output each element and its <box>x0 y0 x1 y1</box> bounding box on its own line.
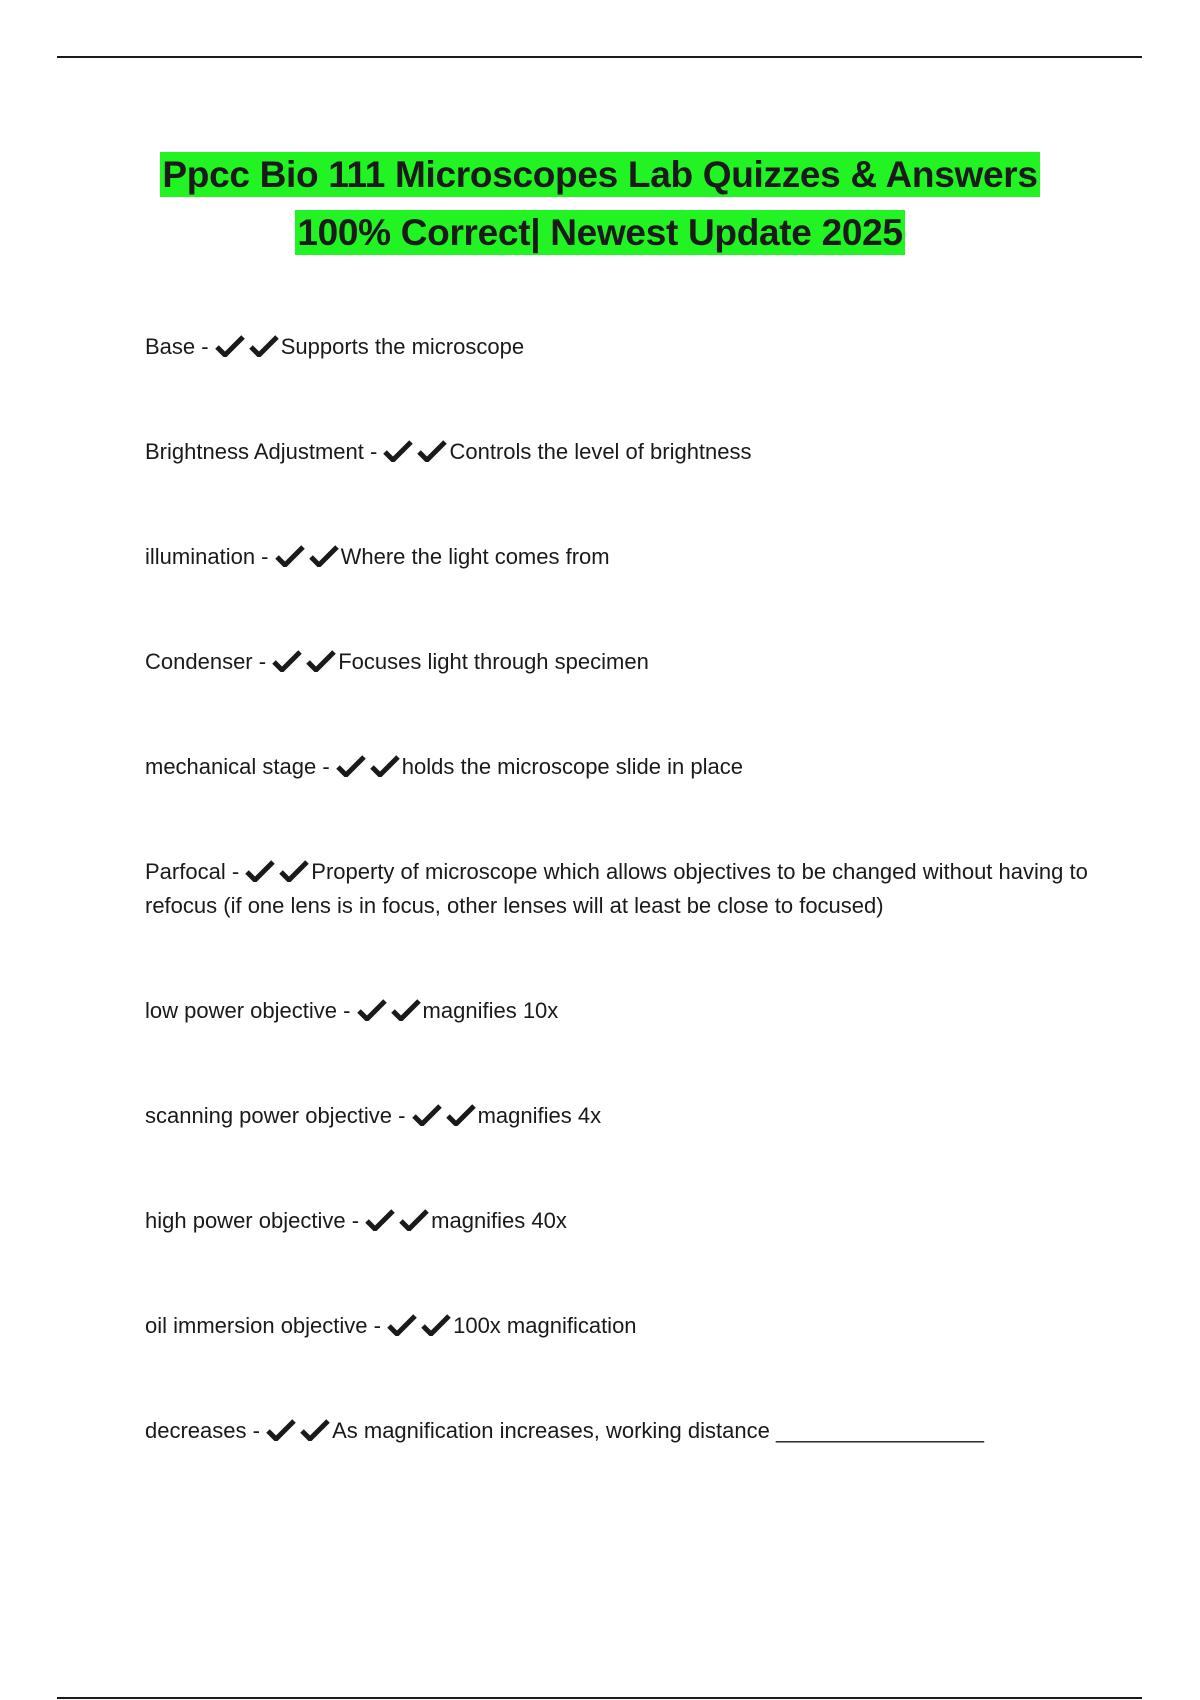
definition: Supports the microscope <box>280 334 525 359</box>
title-line-1: Ppcc Bio 111 Microscopes Lab Quizzes & Answers <box>162 154 1038 195</box>
separator: - <box>195 334 215 359</box>
definition: Focuses light through specimen <box>338 649 649 674</box>
definition: holds the microscope slide in place <box>401 754 743 779</box>
checkmark-icon <box>245 860 275 882</box>
term: low power objective <box>145 998 337 1023</box>
separator: - <box>225 859 246 884</box>
separator: - <box>255 544 275 569</box>
separator: - <box>392 1103 412 1128</box>
separator: - <box>246 1418 267 1443</box>
term: high power objective <box>145 1208 346 1233</box>
checkmark-icon <box>272 650 302 672</box>
definition: magnifies 40x <box>431 1208 567 1233</box>
checkmark-icon <box>387 1314 417 1336</box>
separator: - <box>363 439 384 464</box>
list-item <box>145 1204 1095 1238</box>
list-item <box>145 330 1095 364</box>
checkmark-icon <box>300 1419 330 1441</box>
definition: Controls the level of brightness <box>449 439 752 464</box>
definition: Where the light comes from <box>340 544 610 569</box>
checkmark-icon <box>249 335 279 357</box>
list-item <box>145 750 1095 784</box>
checkmark-icon <box>412 1104 442 1126</box>
checkmark-icon <box>383 440 413 462</box>
checkmark-icon <box>417 440 447 462</box>
separator: - <box>345 1208 366 1233</box>
checkmark-icon <box>365 1209 395 1231</box>
list-item <box>145 994 1095 1028</box>
checkmark-icon <box>399 1209 429 1231</box>
checkmark-icon <box>306 650 336 672</box>
definition: magnifies 10x <box>422 998 559 1023</box>
bottom-divider <box>57 1697 1142 1699</box>
separator: - <box>252 649 273 674</box>
checkmark-icon <box>446 1104 476 1126</box>
checkmark-icon <box>279 860 309 882</box>
definition: As magnification increases, working distance _________________ <box>332 1418 984 1443</box>
top-divider <box>57 56 1142 58</box>
title-line-2: 100% Correct| Newest Update 2025 <box>297 212 903 253</box>
page-title <box>0 146 1200 262</box>
checkmark-icon <box>215 335 245 357</box>
flashcard-list <box>145 330 1095 1519</box>
checkmark-icon <box>391 999 421 1021</box>
list-item <box>145 1309 1095 1343</box>
list-item <box>145 1414 1095 1448</box>
definition: magnifies 4x <box>477 1103 602 1128</box>
term: decreases <box>145 1418 247 1443</box>
term: Parfocal <box>145 859 226 884</box>
checkmark-icon <box>309 545 339 567</box>
term: illumination <box>145 544 256 569</box>
separator: - <box>367 1313 388 1338</box>
definition: 100x magnification <box>453 1313 637 1338</box>
term: Brightness Adjustment <box>145 439 364 464</box>
definition: Property of microscope which allows objectives to be changed without having to refocus (if one lens is in focus, other lenses will at least be close to focused) <box>145 859 1088 918</box>
term: Condenser <box>145 649 253 674</box>
list-item <box>145 540 1095 574</box>
separator: - <box>336 998 357 1023</box>
term: scanning power objective <box>145 1103 393 1128</box>
checkmark-icon <box>275 545 305 567</box>
checkmark-icon <box>421 1314 451 1336</box>
list-item <box>145 645 1095 679</box>
checkmark-icon <box>357 999 387 1021</box>
term: Base <box>145 334 196 359</box>
list-item <box>145 855 1095 923</box>
list-item <box>145 435 1095 469</box>
separator: - <box>316 754 336 779</box>
term: mechanical stage <box>145 754 317 779</box>
checkmark-icon <box>370 755 400 777</box>
list-item <box>145 1099 1095 1133</box>
term: oil immersion objective <box>145 1313 368 1338</box>
checkmark-icon <box>266 1419 296 1441</box>
checkmark-icon <box>336 755 366 777</box>
